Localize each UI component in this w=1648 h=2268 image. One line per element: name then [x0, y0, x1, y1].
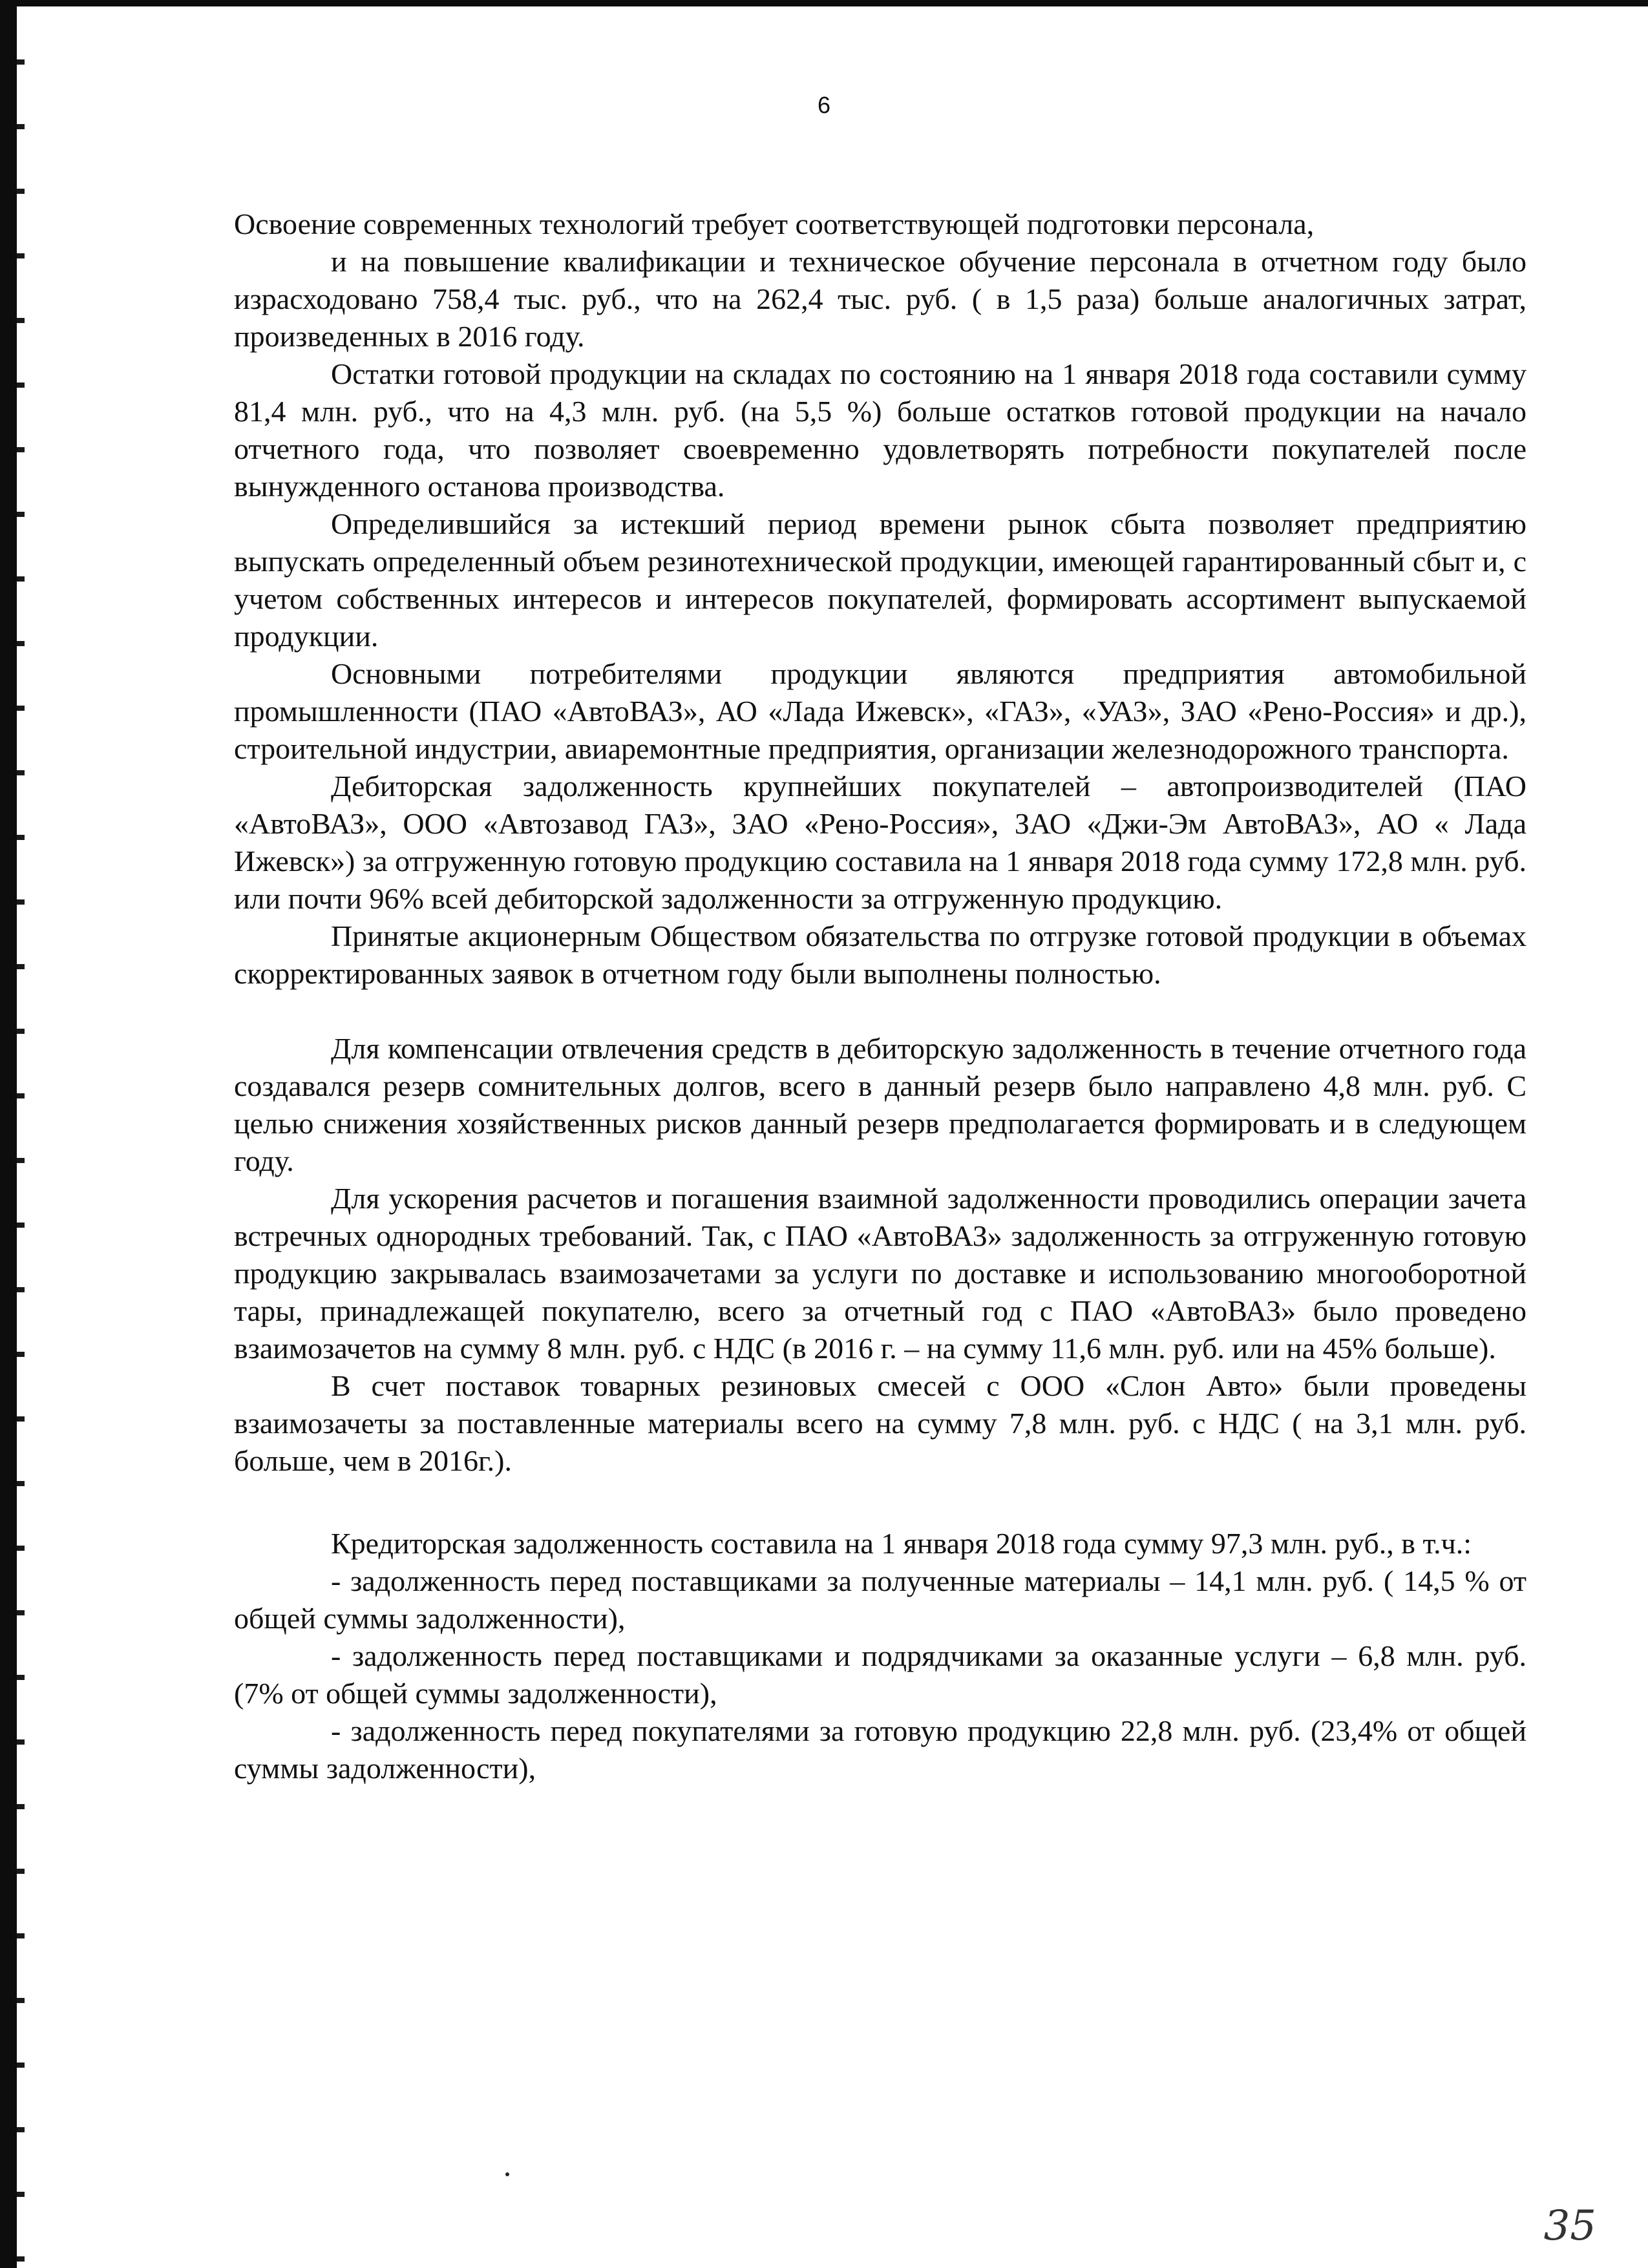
document-body: [234, 205, 1527, 1787]
paragraph: Освоение современных технологий требует соответствующей подготовки персонала,: [234, 207, 1315, 240]
paragraph: Дебиторская задолженность крупнейших покупателей – автопроизводителей (ПАО «АвтоВАЗ», ООО «Автозавод ГАЗ», ЗАО «Рено-Россия», ЗАО «Джи-Эм АвтоВАЗ», АО « Лада Ижевск») за отгруженную готовую продукцию составила на 1 января 2018 года сумму 172,8 млн. руб. или почти 96% всей дебиторской задолженности за отгруженную продукцию.: [234, 770, 1527, 915]
paragraph: Кредиторская задолженность составила на 1 января 2018 года сумму 97,3 млн. руб., в т.ч.:: [331, 1527, 1472, 1560]
list-item: - задолженность перед поставщиками за полученные материалы – 14,1 млн. руб. ( 14,5 % от общей суммы задолженности),: [234, 1564, 1527, 1635]
page-number: 6: [817, 92, 831, 118]
scan-top-border: [0, 0, 1648, 6]
paragraph: Принятые акционерным Обществом обязательства по отгрузке готовой продукции в объемах скорректированных заявок в отчетном году были выполнены полностью.: [234, 919, 1527, 990]
paragraph: Для ускорения расчетов и погашения взаимной задолженности проводились операции зачета встречных однородных требований. Так, с ПАО «АвтоВАЗ» задолженность за отгруженную готовую продукцию закрывалась взаимозачетами за услуги по доставке и использованию многооборотной тары, принадлежащей покупателю, всего за отчетный год с ПАО «АвтоВАЗ» было проведено взаимозачетов на сумму 8 млн. руб. с НДС (в 2016 г. – на сумму 11,6 млн. руб. или на 45% больше).: [234, 1182, 1527, 1365]
handwritten-page-mark: 35: [1543, 2202, 1596, 2250]
paragraph: Остатки готовой продукции на складах по состоянию на 1 января 2018 года составили сумму 81,4 млн. руб., что на 4,3 млн. руб. (на 5,5 %) больше остатков готовой продукции на начало отчетного года, что позволяет своевременно удовлетворять потребности покупателей после вынужденного останова производства.: [234, 357, 1527, 503]
scan-left-border: [0, 0, 17, 2268]
paragraph: В счет поставок товарных резиновых смесей с ООО «Слон Авто» были проведены взаимозачеты за поставленные материалы всего на сумму 7,8 млн. руб. с НДС ( на 3,1 млн. руб. больше, чем в 2016г.).: [234, 1369, 1527, 1477]
list-item: - задолженность перед поставщиками и подрядчиками за оказанные услуги – 6,8 млн. руб. (7% от общей суммы задолженности),: [234, 1639, 1527, 1710]
paragraph: Для компенсации отвлечения средств в дебиторскую задолженность в течение отчетного года создавался резерв сомнительных долгов, всего в данный резерв было направлено 4,8 млн. руб. С целью снижения хозяйственных рисков данный резерв предполагается формировать и в следующем году.: [234, 1032, 1527, 1177]
list-item: - задолженность перед покупателями за готовую продукцию 22,8 млн. руб. (23,4% от общей суммы задолженности),: [234, 1714, 1527, 1785]
scan-binding-marks: [17, 0, 36, 2268]
scan-speck: [505, 2172, 509, 2176]
paragraph: и на повышение квалификации и техническое обучение персонала в отчетном году было израсходовано 758,4 тыс. руб., что на 262,4 тыс. руб. ( в 1,5 раза) больше аналогичных затрат, произведенных в 2016 году.: [234, 245, 1527, 353]
paragraph: Основными потребителями продукции являются предприятия автомобильной промышленности (ПАО «АвтоВАЗ», АО «Лада Ижевск», «ГАЗ», «УАЗ», ЗАО «Рено-Россия» и др.), строительной индустрии, авиаремонтные предприятия, организации железнодорожного транспорта.: [234, 657, 1527, 765]
paragraph: Определившийся за истекший период времени рынок сбыта позволяет предприятию выпускать определенный объем резинотехнической продукции, имеющей гарантированный сбыт и, с учетом собственных интересов и интересов покупателей, формировать ассортимент выпускаемой продукции.: [234, 507, 1527, 653]
